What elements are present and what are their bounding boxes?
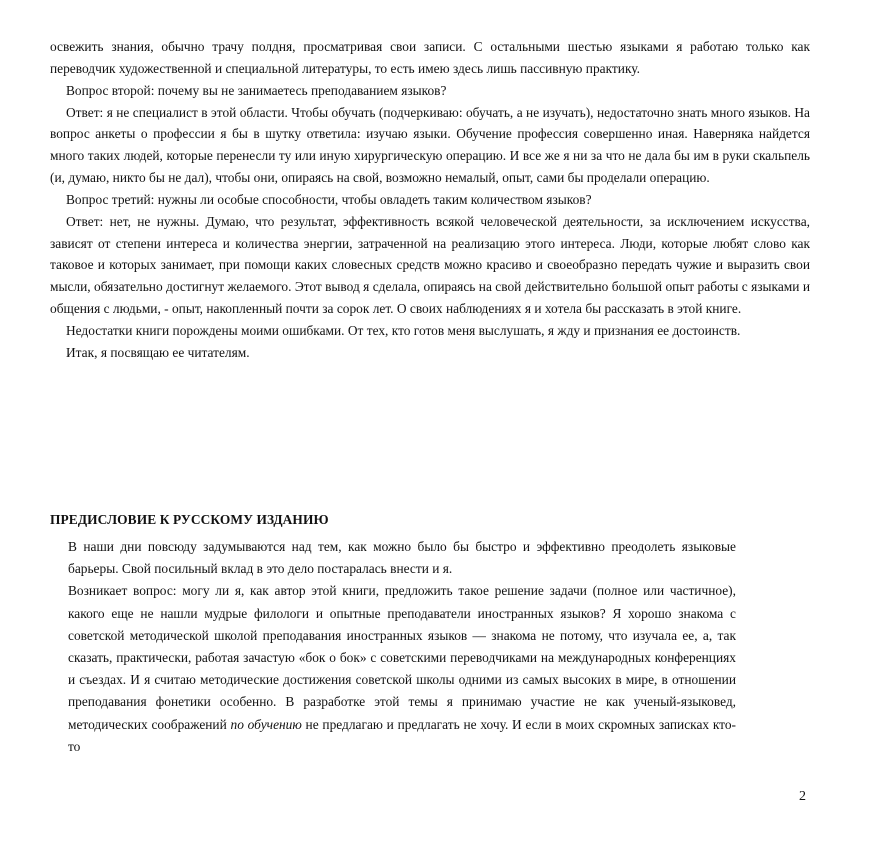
paragraph-dedication: Итак, я посвящаю ее читателям. — [66, 344, 250, 360]
preface-paragraph-2-text-after: не предлагаю и предлагать не хочу. И если в моих скромных записках кто-то — [68, 716, 737, 754]
preface-paragraph-1: В наши дни повсюду задумываются над тем, как можно было бы быстро и эффективно преодолеть языковые барьеры. Свой посильный вклад в это дело постаралась внести и я. — [68, 539, 736, 577]
paragraph-answer-two: Ответ: я не специалист в этой области. Чтобы обучать (подчеркиваю: обучать, а не изучать), недостаточно знать много языков. На вопрос анкеты о профессии я бы в шутку ответила: изучаю языки. Обучение профессия совершенно иная. Наверняка найдется много таких людей, которые перенесли ту или иную хирургическую операцию. И все же я ни за что не дала бы им в руки скальпель (и, думаю, никто бы не дал), чтобы они, опираясь на свой, возможно немалый, опыт, сами бы проделали операцию. — [50, 104, 810, 186]
preface-paragraph-2-text-before: Возникает вопрос: могу ли я, как автор этой книги, предложить такое решение задачи (полное или частичное), какого еще не нашли мудрые филологи и опытные преподаватели иностранных языков? Я хорошо знакома с советской методической школой преподавания иностранных языков — знакома не потому, что изучала ее, а, так сказать, практически, работая зачастую «бок о бок» с советскими переводчиками на международных конференциях и съездах. И я считаю методические достижения советской школы одними из самых высоких в мире, в отношении преподавания фонетики особенно. В разработке этой темы я принимаю участие не как ученый-языковед, методических соображений — [68, 583, 736, 732]
body-text-top — [50, 36, 810, 364]
preface-paragraph-2-italic: по обучению — [230, 716, 302, 732]
paragraph-question-two: Вопрос второй: почему вы не занимаетесь преподаванием языков? — [66, 82, 447, 98]
paragraph-shortcomings: Недостатки книги порождены моими ошибками. От тех, кто готов меня выслушать, я жду и признания ее достоинств. — [66, 322, 741, 338]
section-heading: ПРЕДИСЛОВИЕ К РУССКОМУ ИЗДАНИЮ — [50, 512, 329, 527]
paragraph-continuation: освежить знания, обычно трачу полдня, просматривая свои записи. С остальными шестью языками я работаю только как переводчик художественной и специальной литературы, то есть имею здесь лишь пассивную практику. — [50, 39, 810, 76]
page-number: 2 — [799, 789, 806, 804]
paragraph-answer-three: Ответ: нет, не нужны. Думаю, что результат, эффективность всякой человеческой деятельности, за исключением искусства, зависят от степени интереса и количества энергии, затраченной на реализацию этого интереса. Люди, которые любят слово как таковое и которых занимает, при помощи каких словесных средств можно красиво и своеобразно передать чужие и выразить свои мысли, обязательно достигнут желаемого. Этот вывод я сделала, опираясь на свой действительно большой опыт работы с языками и общения с людьми, - опыт, накопленный почти за сорок лет. О своих наблюдениях я и хотела бы рассказать в этой книге. — [50, 213, 810, 317]
preface-text — [68, 536, 736, 758]
paragraph-question-three: Вопрос третий: нужны ли особые способности, чтобы овладеть таким количеством языков? — [66, 191, 592, 207]
preface-paragraph-2 — [68, 580, 736, 758]
